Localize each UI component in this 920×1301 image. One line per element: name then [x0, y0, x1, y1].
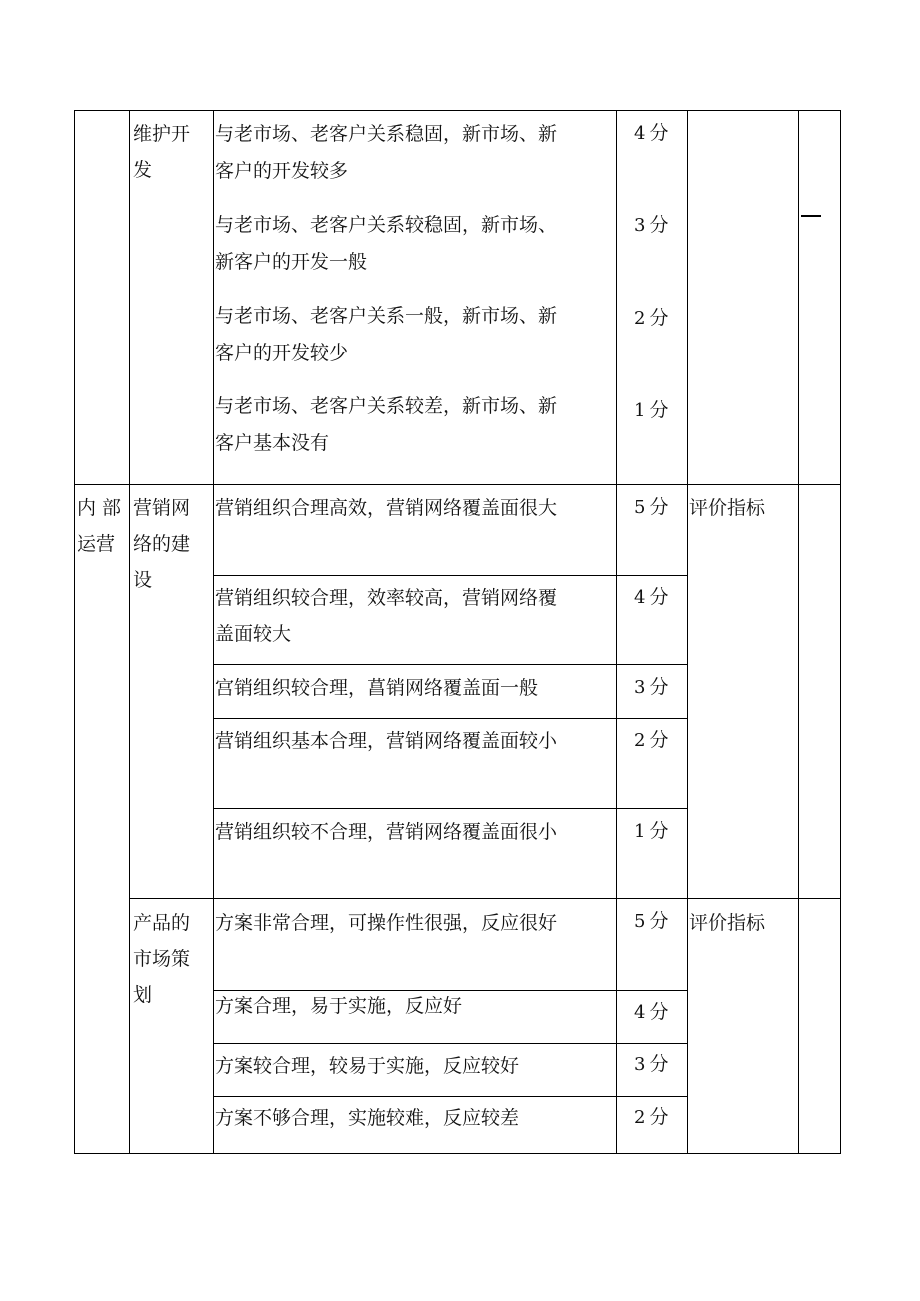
criterion-text: 与老市场、老客户关系较稳固，新市场、 新客户的开发一般: [215, 214, 558, 273]
score-value: 5 分: [634, 496, 669, 518]
score-value: 2 分: [634, 729, 669, 751]
item-product-planning: 产品的 市场策 划: [133, 912, 191, 1006]
last-column-mark-text: [802, 200, 803, 201]
criterion-text: 营销组织基本合理，营销网络覆盖面较小: [215, 730, 558, 752]
section-internal-operation: 内 部 运营: [77, 497, 122, 555]
criterion-text: 与老市场、老客户关系较差，新市场、新 客户基本没有: [215, 395, 558, 454]
column-divider: [798, 110, 799, 1154]
row-divider: [129, 898, 841, 899]
table-bottom-border: [74, 1153, 841, 1154]
score-value: 3 分: [634, 1053, 669, 1075]
score-value: 4 分: [634, 122, 669, 144]
criterion-text: 方案合理，易于实施，反应好: [215, 995, 463, 1017]
item-maintain-development: 维护开 发: [133, 123, 191, 181]
score-value: 3 分: [634, 214, 669, 236]
score-value: 5 分: [634, 910, 669, 932]
column-divider: [213, 110, 214, 1154]
score-value: 1 分: [634, 820, 669, 842]
table-right-border: [840, 110, 841, 1154]
indicator-label: 评价指标: [689, 497, 766, 519]
column-divider: [129, 110, 130, 1154]
score-value: 2 分: [634, 307, 669, 329]
score-value: 1 分: [634, 399, 669, 421]
criterion-text: 与老市场、老客户关系稳固，新市场、新 客户的开发较多: [215, 123, 558, 182]
criterion-text: 营销组织较合理，效率较高，营销网络覆 盖面较大: [215, 587, 558, 645]
row-divider: [74, 484, 841, 485]
table-top-border: [74, 110, 841, 111]
score-value: 3 分: [634, 676, 669, 698]
score-value: 4 分: [634, 1001, 669, 1023]
last-column-mark: [801, 215, 821, 217]
criterion-text: 宫销组织较合理，菖销网络覆盖面一般: [215, 677, 539, 699]
table-left-border: [74, 110, 75, 1154]
score-value: 2 分: [634, 1106, 669, 1128]
score-value: 4 分: [634, 586, 669, 608]
item-marketing-network: 营销网 络的建 设: [133, 497, 191, 591]
criterion-text: 方案较合理，较易于实施，反应较好: [215, 1055, 520, 1077]
criterion-text: 营销组织较不合理，营销网络覆盖面很小: [215, 821, 558, 843]
criterion-text: 方案不够合理，实施较难，反应较差: [215, 1107, 520, 1129]
criterion-text: 方案非常合理，可操作性很强，反应很好: [215, 912, 558, 934]
criterion-text: 营销组织合理高效，营销网络覆盖面很大: [215, 497, 558, 519]
indicator-label: 评价指标: [689, 912, 766, 934]
column-divider: [687, 110, 688, 1154]
criterion-text: 与老市场、老客户关系一般，新市场、新 客户的开发较少: [215, 305, 558, 364]
column-divider: [616, 110, 617, 1154]
